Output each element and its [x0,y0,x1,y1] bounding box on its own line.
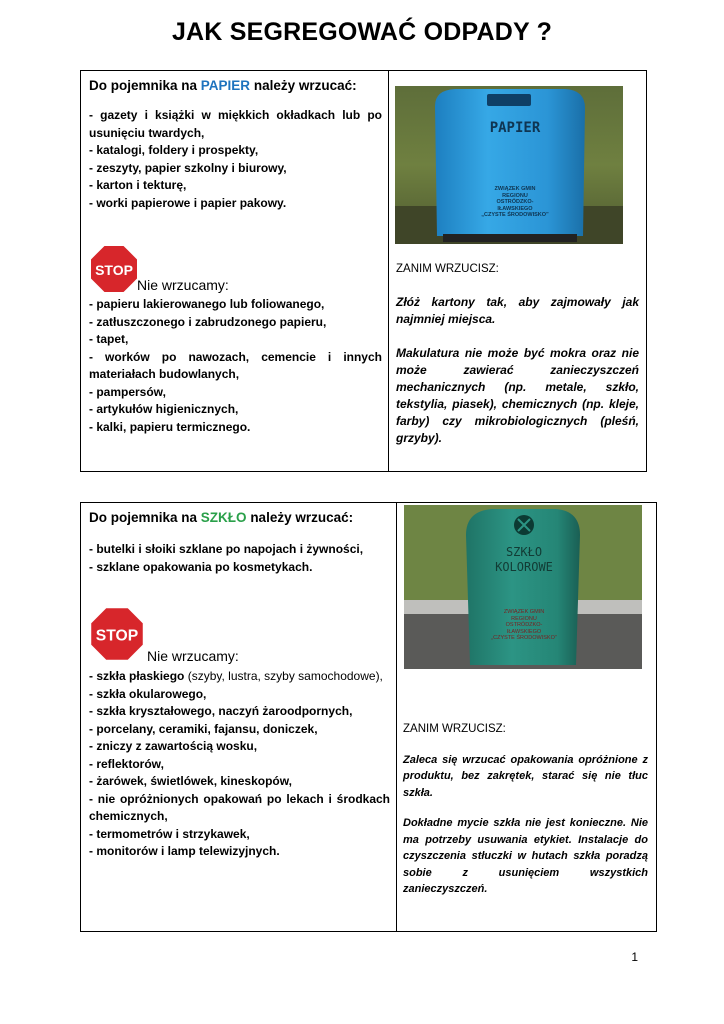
tip-paragraph: Dokładne mycie szkła nie jest konieczne. Nie ma potrzeby usuwania etykiet. Instalacje do czyszczenia stłuczki w hutach szkła poradzą sobie z usunięciem wszystkich zanieczyszczeń. [403,817,648,895]
bin-small-text: ZWIĄZEK GMIN REGIONU OSTRÓDZKO- IŁAWSKIEGO „CZYSTE ŚRODOWISKO” [491,609,557,641]
list-item: - szklane opakowania po kosmetykach. [89,559,313,574]
papier-right-column [396,261,639,447]
list-item: - papieru lakierowanego lub foliowanego, [89,297,325,311]
bin-small-text: ZWIĄZEK GMIN REGIONU OSTRÓDZKO- IŁAWSKIEGO „CZYSTE ŚRODOWISKO” [481,186,549,218]
bin-label: PAPIER [489,120,541,136]
papier-section [80,70,647,472]
green-bin-image [404,505,642,669]
stop-sign-icon [89,606,145,662]
page-title: JAK SEGREGOWAĆ ODPADY ? [171,18,553,46]
stop-sign-icon [89,244,139,294]
svg-text:STOP: STOP [95,627,139,645]
list-item: - monitorów i lamp telewizyjnych. [89,844,280,858]
list-item: - pampersów, [89,384,166,399]
papier-allowed-list [89,107,382,212]
list-item: - gazety i książki w miękkich okładkach lub po usunięciu twardych, [89,108,382,140]
list-item: - zatłuszczonego i zabrudzonego papieru, [89,314,327,329]
szklo-stop-row [89,606,390,666]
list-item: - żarówek, świetlówek, kineskopów, [89,774,292,788]
szklo-right-column [403,721,648,898]
szklo-allowed-list [89,541,390,576]
szklo-left-column [89,509,390,861]
list-item: - katalogi, foldery i prospekty, [89,143,259,157]
list-item: - worki papierowe i papier pakowy. [89,195,287,210]
szklo-section [80,502,657,932]
list-item: - zeszyty, papier szkolny i biurowy, [89,160,287,175]
list-item: - termometrów i strzykawek, [89,826,250,841]
tip-paragraph: Zaleca się wrzucać opakowania opróżnione z produktu, bez zakrętek, starać się nie tłuc szkła. [403,753,648,799]
bin-label: SZKŁO KOLOROWE [495,545,553,574]
tip-paragraph: Makulatura nie może być mokra oraz nie może zawierać zanieczyszczeń mechanicznych (np. metale, szkło, tekstylia, piasek), chemicznych (np. kleje, farby) czy mikrobiologicznych (pleśń, grzyby). [396,346,639,445]
szklo-heading: Do pojemnika na SZKŁO należy wrzucać: [89,510,354,525]
list-item: - szkła płaskiego (szyby, lustra, szyby samochodowe), [89,669,383,683]
papier-heading: Do pojemnika na PAPIER należy wrzucać: [89,78,357,93]
page-number: 1 [631,950,638,964]
svg-text:STOP: STOP [95,262,133,278]
papier-stop-row [89,244,382,294]
list-item: - tapet, [89,332,129,346]
papier-bin-photo [395,86,623,244]
not-allowed-heading: Nie wrzucamy: [137,277,229,293]
szklo-not-allowed-list [89,668,390,861]
papier-left-column [89,77,382,436]
list-item: - nie opróżnionych opakowań po lekach i środkach chemicznych, [89,791,390,823]
list-item: - worków po nawozach, cemencie i innych materiałach budowlanych, [89,349,382,381]
list-item: - reflektorów, [89,756,164,771]
blue-bin-image [395,86,623,244]
list-item: - porcelany, ceramiki, fajansu, doniczek, [89,721,318,736]
tip-heading: ZANIM WRZUCISZ: [403,723,506,735]
list-item: - zniczy z zawartością wosku, [89,739,258,753]
column-divider [396,503,397,931]
list-item: - artykułów higienicznych, [89,402,239,416]
tip-paragraph: Złóż kartony tak, aby zajmowały jak najmniej miejsca. [396,295,639,326]
list-item: - kalki, papieru termicznego. [89,419,251,434]
list-item: - szkła kryształowego, naczyń żaroodpornych, [89,704,353,718]
column-divider [388,71,389,471]
papier-not-allowed-list [89,296,382,436]
list-item: - karton i tekturę, [89,178,187,192]
not-allowed-heading: Nie wrzucamy: [147,648,239,664]
papier-keyword: PAPIER [200,78,251,93]
list-item: - szkła okularowego, [89,686,207,701]
szklo-bin-photo [404,505,642,669]
tip-heading: ZANIM WRZUCISZ: [396,263,499,275]
list-item: - butelki i słoiki szklane po napojach i żywności, [89,542,364,556]
szklo-keyword: SZKŁO [200,510,247,525]
